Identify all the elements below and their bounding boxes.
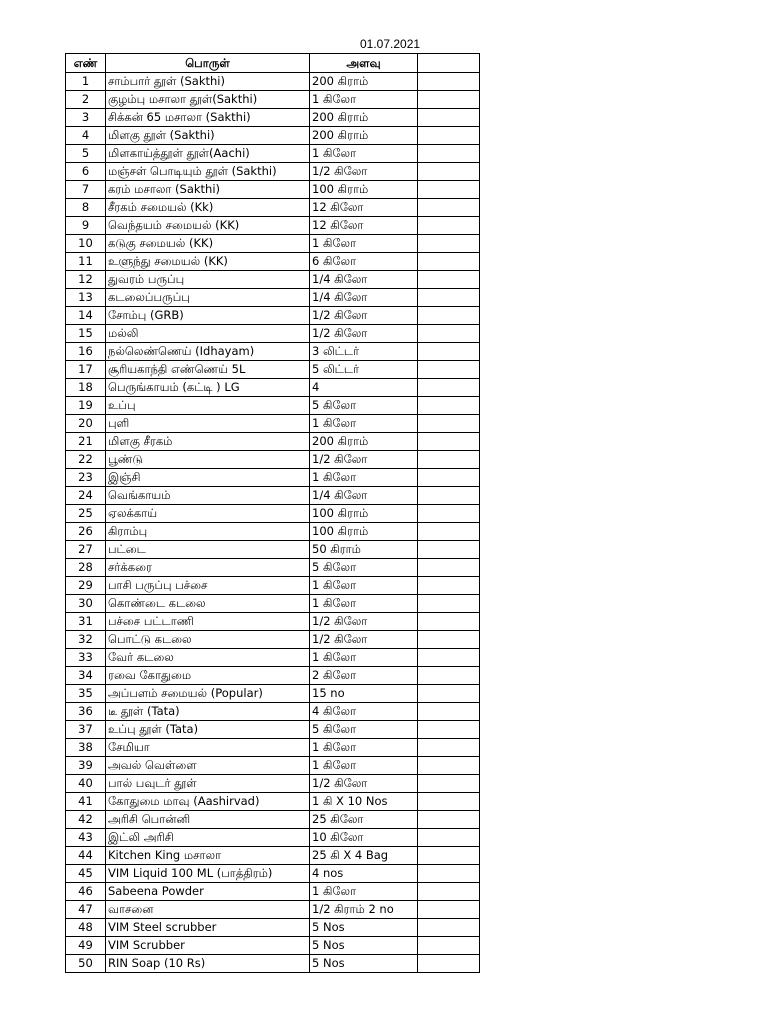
table-row — [66, 289, 480, 307]
row-serial: 34 — [66, 667, 106, 685]
row-item: உளுந்து சமையல் (KK) — [106, 253, 310, 271]
row-quantity: 1 கிலோ — [310, 757, 418, 775]
row-item: கடலைப்பருப்பு — [106, 289, 310, 307]
row-serial: 47 — [66, 901, 106, 919]
row-quantity: 1 கிலோ — [310, 739, 418, 757]
row-item: VIM Steel scrubber — [106, 919, 310, 937]
row-serial: 20 — [66, 415, 106, 433]
row-blank — [418, 271, 480, 289]
row-blank — [418, 109, 480, 127]
row-serial: 38 — [66, 739, 106, 757]
row-blank — [418, 811, 480, 829]
row-item: மஞ்சள் பொடியும் தூள் (Sakthi) — [106, 163, 310, 181]
row-serial: 23 — [66, 469, 106, 487]
row-serial: 29 — [66, 577, 106, 595]
row-item: நல்லெண்ணெய் (Idhayam) — [106, 343, 310, 361]
row-quantity: 1 கி X 10 Nos — [310, 793, 418, 811]
row-serial: 9 — [66, 217, 106, 235]
row-quantity: 1/2 கிலோ — [310, 613, 418, 631]
row-item: வெங்காயம் — [106, 487, 310, 505]
table-row — [66, 739, 480, 757]
row-blank — [418, 847, 480, 865]
row-blank — [418, 253, 480, 271]
row-item: VIM Scrubber — [106, 937, 310, 955]
row-item: பொட்டு கடலை — [106, 631, 310, 649]
row-blank — [418, 145, 480, 163]
row-serial: 15 — [66, 325, 106, 343]
row-quantity: 2 கிலோ — [310, 667, 418, 685]
row-quantity: 1 கிலோ — [310, 145, 418, 163]
table-row — [66, 595, 480, 613]
row-quantity: 5 லிட்டர் — [310, 361, 418, 379]
row-serial: 42 — [66, 811, 106, 829]
table-row — [66, 73, 480, 91]
row-quantity: 1/4 கிலோ — [310, 271, 418, 289]
row-blank — [418, 739, 480, 757]
row-blank — [418, 379, 480, 397]
row-quantity: 6 கிலோ — [310, 253, 418, 271]
row-blank — [418, 289, 480, 307]
row-serial: 28 — [66, 559, 106, 577]
row-blank — [418, 901, 480, 919]
table-row — [66, 667, 480, 685]
row-blank — [418, 703, 480, 721]
table-row — [66, 343, 480, 361]
row-serial: 6 — [66, 163, 106, 181]
row-item: மிளகாய்த்தூள் தூள்(Aachi) — [106, 145, 310, 163]
row-item: கிராம்பு — [106, 523, 310, 541]
row-quantity: 1/2 கிலோ — [310, 775, 418, 793]
row-blank — [418, 199, 480, 217]
table-row — [66, 325, 480, 343]
row-blank — [418, 721, 480, 739]
table-row — [66, 775, 480, 793]
row-serial: 26 — [66, 523, 106, 541]
table-row — [66, 361, 480, 379]
row-item: அவல் வெள்ளை — [106, 757, 310, 775]
row-item: டீ தூள் (Tata) — [106, 703, 310, 721]
row-item: Kitchen King மசாலா — [106, 847, 310, 865]
table-row — [66, 145, 480, 163]
row-serial: 2 — [66, 91, 106, 109]
row-item: சோம்பு (GRB) — [106, 307, 310, 325]
row-quantity: 200 கிராம் — [310, 109, 418, 127]
table-row — [66, 703, 480, 721]
table-row — [66, 469, 480, 487]
row-item: பெருங்காயம் (கட்டி ) LG — [106, 379, 310, 397]
table-row — [66, 487, 480, 505]
table-row — [66, 199, 480, 217]
row-serial: 48 — [66, 919, 106, 937]
row-quantity: 10 கிலோ — [310, 829, 418, 847]
row-blank — [418, 757, 480, 775]
row-blank — [418, 631, 480, 649]
row-quantity: 25 கிலோ — [310, 811, 418, 829]
row-serial: 24 — [66, 487, 106, 505]
row-item: RIN Soap (10 Rs) — [106, 955, 310, 973]
row-blank — [418, 235, 480, 253]
row-blank — [418, 487, 480, 505]
row-blank — [418, 955, 480, 973]
row-item: ஏலக்காய் — [106, 505, 310, 523]
row-quantity: 1/2 கிலோ — [310, 163, 418, 181]
row-blank — [418, 883, 480, 901]
row-serial: 36 — [66, 703, 106, 721]
row-serial: 11 — [66, 253, 106, 271]
row-serial: 22 — [66, 451, 106, 469]
row-serial: 1 — [66, 73, 106, 91]
row-serial: 19 — [66, 397, 106, 415]
table-row — [66, 271, 480, 289]
row-item: Sabeena Powder — [106, 883, 310, 901]
row-quantity: 1 கிலோ — [310, 235, 418, 253]
table-row — [66, 127, 480, 145]
row-serial: 31 — [66, 613, 106, 631]
row-item: சூரியகாந்தி எண்ணெய் 5L — [106, 361, 310, 379]
row-quantity: 1 கிலோ — [310, 469, 418, 487]
row-item: வாசனை — [106, 901, 310, 919]
row-quantity: 15 no — [310, 685, 418, 703]
header-blank — [418, 54, 480, 73]
row-item: உப்பு தூள் (Tata) — [106, 721, 310, 739]
row-serial: 39 — [66, 757, 106, 775]
table-row — [66, 649, 480, 667]
row-blank — [418, 307, 480, 325]
row-blank — [418, 595, 480, 613]
row-quantity: 1 கிலோ — [310, 883, 418, 901]
row-quantity: 1/2 கிராம் 2 no — [310, 901, 418, 919]
table-row — [66, 415, 480, 433]
table-row — [66, 919, 480, 937]
row-quantity: 1 கிலோ — [310, 91, 418, 109]
row-blank — [418, 91, 480, 109]
table-row — [66, 613, 480, 631]
row-blank — [418, 775, 480, 793]
table-row — [66, 811, 480, 829]
row-item: பாசி பருப்பு பச்சை — [106, 577, 310, 595]
row-serial: 8 — [66, 199, 106, 217]
row-blank — [418, 361, 480, 379]
row-quantity: 25 கி X 4 Bag — [310, 847, 418, 865]
row-quantity: 5 Nos — [310, 937, 418, 955]
row-serial: 44 — [66, 847, 106, 865]
row-item: இஞ்சி — [106, 469, 310, 487]
table-row — [66, 433, 480, 451]
grocery-list-table — [65, 53, 480, 973]
row-item: பூண்டு — [106, 451, 310, 469]
table-row — [66, 793, 480, 811]
row-item: பட்டை — [106, 541, 310, 559]
row-blank — [418, 127, 480, 145]
row-item: வேர் கடலை — [106, 649, 310, 667]
row-quantity: 1/2 கிலோ — [310, 307, 418, 325]
row-item: சீரகம் சமையல் (Kk) — [106, 199, 310, 217]
table-row — [66, 937, 480, 955]
row-serial: 33 — [66, 649, 106, 667]
row-quantity: 4 கிலோ — [310, 703, 418, 721]
row-quantity: 5 Nos — [310, 955, 418, 973]
table-row — [66, 955, 480, 973]
row-blank — [418, 865, 480, 883]
table-row — [66, 847, 480, 865]
row-serial: 21 — [66, 433, 106, 451]
row-serial: 17 — [66, 361, 106, 379]
row-item: ரவை கோதுமை — [106, 667, 310, 685]
row-serial: 41 — [66, 793, 106, 811]
row-quantity: 100 கிராம் — [310, 505, 418, 523]
row-blank — [418, 415, 480, 433]
table-row — [66, 523, 480, 541]
row-item: அரிசி பொன்னி — [106, 811, 310, 829]
table-row — [66, 865, 480, 883]
row-blank — [418, 433, 480, 451]
row-serial: 14 — [66, 307, 106, 325]
row-item: சிக்கன் 65 மசாலா (Sakthi) — [106, 109, 310, 127]
row-serial: 27 — [66, 541, 106, 559]
row-item: உப்பு — [106, 397, 310, 415]
row-serial: 4 — [66, 127, 106, 145]
row-item: புளி — [106, 415, 310, 433]
row-serial: 30 — [66, 595, 106, 613]
row-serial: 32 — [66, 631, 106, 649]
row-blank — [418, 919, 480, 937]
row-blank — [418, 505, 480, 523]
row-quantity: 3 லிட்டர் — [310, 343, 418, 361]
row-serial: 45 — [66, 865, 106, 883]
row-item: சாம்பார் தூள் (Sakthi) — [106, 73, 310, 91]
row-quantity: 1/4 கிலோ — [310, 289, 418, 307]
row-quantity: 100 கிராம் — [310, 181, 418, 199]
table-row — [66, 505, 480, 523]
row-blank — [418, 559, 480, 577]
row-item: VIM Liquid 100 ML (பாத்திரம்) — [106, 865, 310, 883]
row-serial: 25 — [66, 505, 106, 523]
row-item: சேமியா — [106, 739, 310, 757]
row-serial: 49 — [66, 937, 106, 955]
table-row — [66, 217, 480, 235]
row-item: மல்லி — [106, 325, 310, 343]
row-blank — [418, 541, 480, 559]
row-blank — [418, 793, 480, 811]
row-blank — [418, 523, 480, 541]
row-quantity: 12 கிலோ — [310, 217, 418, 235]
row-quantity: 100 கிராம் — [310, 523, 418, 541]
table-row — [66, 91, 480, 109]
table-row — [66, 163, 480, 181]
table-row — [66, 559, 480, 577]
document-date: 01.07.2021 — [360, 37, 421, 51]
table-row — [66, 829, 480, 847]
row-item: அப்பளம் சமையல் (Popular) — [106, 685, 310, 703]
table-row — [66, 307, 480, 325]
row-quantity: 50 கிராம் — [310, 541, 418, 559]
row-blank — [418, 685, 480, 703]
row-item: குழம்பு மசாலா தூள்(Sakthi) — [106, 91, 310, 109]
row-quantity: 5 கிலோ — [310, 397, 418, 415]
table-row — [66, 883, 480, 901]
row-blank — [418, 829, 480, 847]
header-serial: எண் — [66, 54, 106, 73]
row-item: கடுகு சமையல் (KK) — [106, 235, 310, 253]
row-serial: 18 — [66, 379, 106, 397]
table-row — [66, 541, 480, 559]
row-quantity: 1 கிலோ — [310, 649, 418, 667]
row-quantity: 1/2 கிலோ — [310, 451, 418, 469]
row-serial: 46 — [66, 883, 106, 901]
row-blank — [418, 163, 480, 181]
row-quantity: 5 Nos — [310, 919, 418, 937]
row-quantity: 200 கிராம் — [310, 433, 418, 451]
row-quantity: 4 nos — [310, 865, 418, 883]
row-quantity: 200 கிராம் — [310, 73, 418, 91]
row-blank — [418, 937, 480, 955]
row-quantity: 5 கிலோ — [310, 721, 418, 739]
table-row — [66, 397, 480, 415]
row-blank — [418, 469, 480, 487]
row-quantity: 1/4 கிலோ — [310, 487, 418, 505]
row-quantity: 200 கிராம் — [310, 127, 418, 145]
table-row — [66, 235, 480, 253]
table-header-row — [66, 54, 480, 73]
row-serial: 5 — [66, 145, 106, 163]
row-serial: 13 — [66, 289, 106, 307]
row-serial: 16 — [66, 343, 106, 361]
table-row — [66, 109, 480, 127]
row-blank — [418, 343, 480, 361]
row-item: இட்லி அரிசி — [106, 829, 310, 847]
row-blank — [418, 649, 480, 667]
row-item: துவரம் பருப்பு — [106, 271, 310, 289]
row-item: கோதுமை மாவு (Aashirvad) — [106, 793, 310, 811]
table-row — [66, 577, 480, 595]
row-quantity: 5 கிலோ — [310, 559, 418, 577]
table-row — [66, 253, 480, 271]
row-blank — [418, 613, 480, 631]
row-serial: 43 — [66, 829, 106, 847]
row-serial: 40 — [66, 775, 106, 793]
row-quantity: 1 கிலோ — [310, 595, 418, 613]
row-item: மிளகு தூள் (Sakthi) — [106, 127, 310, 145]
row-quantity: 1 கிலோ — [310, 415, 418, 433]
row-serial: 35 — [66, 685, 106, 703]
row-item: பால் பவுடர் தூள் — [106, 775, 310, 793]
row-blank — [418, 667, 480, 685]
row-serial: 12 — [66, 271, 106, 289]
row-item: மிளகு சீரகம் — [106, 433, 310, 451]
table-row — [66, 379, 480, 397]
row-serial: 37 — [66, 721, 106, 739]
row-quantity: 1 கிலோ — [310, 577, 418, 595]
table-row — [66, 685, 480, 703]
table-row — [66, 451, 480, 469]
row-serial: 3 — [66, 109, 106, 127]
row-blank — [418, 397, 480, 415]
row-blank — [418, 73, 480, 91]
header-item: பொருள் — [106, 54, 310, 73]
row-blank — [418, 181, 480, 199]
row-serial: 7 — [66, 181, 106, 199]
row-serial: 50 — [66, 955, 106, 973]
header-quantity: அளவு — [310, 54, 418, 73]
table-row — [66, 631, 480, 649]
row-blank — [418, 577, 480, 595]
row-blank — [418, 217, 480, 235]
row-item: கொண்டை கடலை — [106, 595, 310, 613]
row-item: பச்சை பட்டாணி — [106, 613, 310, 631]
row-blank — [418, 451, 480, 469]
table-row — [66, 757, 480, 775]
table-row — [66, 181, 480, 199]
row-blank — [418, 325, 480, 343]
table-row — [66, 901, 480, 919]
row-quantity: 1/2 கிலோ — [310, 631, 418, 649]
row-item: சர்க்கரை — [106, 559, 310, 577]
row-quantity: 1/2 கிலோ — [310, 325, 418, 343]
row-quantity: 4 — [310, 379, 418, 397]
table-row — [66, 721, 480, 739]
row-quantity: 12 கிலோ — [310, 199, 418, 217]
row-item: கரம் மசாலா (Sakthi) — [106, 181, 310, 199]
row-serial: 10 — [66, 235, 106, 253]
row-item: வெந்தயம் சமையல் (KK) — [106, 217, 310, 235]
